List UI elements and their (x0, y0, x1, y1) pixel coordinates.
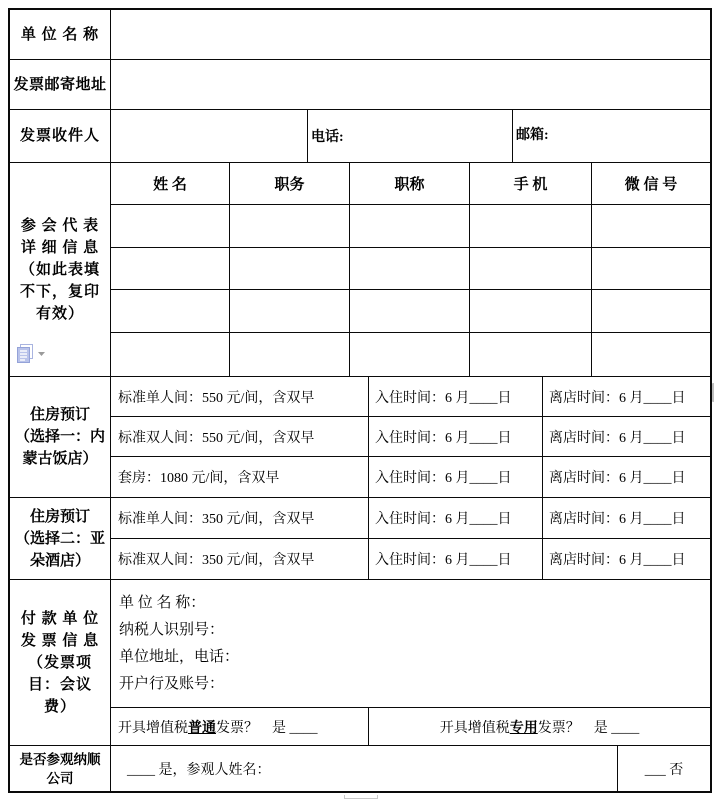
header-name: 姓 名 (111, 163, 230, 204)
mail-address-input-cell[interactable] (111, 60, 710, 109)
section-hotel2 (10, 498, 710, 580)
delegate-cell[interactable] (592, 248, 710, 290)
visit-no-cell[interactable]: ___ 否 (644, 762, 684, 778)
payment-info-line: 纳税人识别号： (119, 622, 225, 638)
delegate-row-4 (111, 333, 710, 376)
payment-right (111, 580, 710, 745)
hotel2-label-line: 住房预订 (29, 508, 90, 525)
row-mail-address (10, 60, 710, 110)
section-hotel1 (10, 377, 710, 498)
hotel2-room-2 (111, 539, 710, 579)
header-title: 职称 (350, 163, 470, 204)
hotel1-label-line: 蒙古饭店） (22, 451, 98, 467)
hotel2-label-line: （选择二：亚 (14, 530, 105, 547)
vat-special-answer: 是 ____ (593, 720, 640, 736)
delegates-header-row (111, 163, 710, 205)
row-visit (10, 746, 710, 791)
delegates-label-line: （如此表填 (19, 261, 100, 278)
checkin-blank[interactable]: 入住时间：6 月____日 (369, 539, 543, 579)
payment-info-line: 单位地址，电话： (119, 649, 240, 665)
delegate-cell[interactable] (350, 248, 470, 290)
paste-options-button[interactable] (17, 344, 46, 363)
header-mobile: 手 机 (470, 163, 592, 204)
room-option: 标准双人间：350 元/间，含双早 (111, 539, 369, 579)
section-payment (10, 580, 710, 746)
visit-yes-cell[interactable]: ____ 是，参观人姓名： (111, 746, 618, 791)
mail-address-label (10, 60, 111, 109)
table-resize-handle-artifact (712, 383, 715, 402)
hotel1-room-1 (111, 377, 710, 417)
delegate-cell[interactable] (230, 290, 350, 332)
payment-label (10, 580, 111, 745)
vat-general-prefix: 开具增值税 (118, 720, 188, 736)
paste-options-icon (17, 344, 34, 363)
vat-row (111, 708, 710, 745)
delegates-label-line: 详 细 信 息 (20, 239, 100, 256)
delegate-cell[interactable] (350, 205, 470, 247)
recipient-label (10, 110, 111, 162)
delegate-cell[interactable] (111, 333, 230, 376)
hotel1-label-line: （选择一：内 (14, 429, 105, 445)
visit-label-line: 公司 (46, 770, 74, 786)
mail-address-label-text: 发票邮寄地址 (13, 76, 107, 93)
room-option: 标准双人间：550 元/间，含双早 (111, 417, 369, 456)
payment-label-line: （发票项 (27, 654, 92, 671)
delegates-grid (111, 163, 710, 376)
payment-label-line: 目：会议 (27, 676, 92, 693)
header-position: 职务 (230, 163, 350, 204)
room-option: 标准单人间：550 元/间，含双早 (111, 377, 369, 416)
registration-form-table (8, 8, 712, 793)
phone-label: 电话: (311, 130, 344, 145)
delegates-label-line: 有效） (35, 305, 84, 322)
hotel2-rows (111, 498, 710, 579)
delegate-cell[interactable] (592, 333, 710, 376)
payment-label-line: 付 款 单 位 (20, 610, 100, 627)
delegate-cell[interactable] (230, 205, 350, 247)
checkout-blank[interactable]: 离店时间：6 月____日 (549, 553, 686, 568)
row-unit-name (10, 10, 710, 60)
delegate-cell[interactable] (111, 290, 230, 332)
delegate-row-3 (111, 290, 710, 333)
payment-info-line: 单 位 名 称： (119, 595, 206, 611)
checkin-blank[interactable]: 入住时间：6 月____日 (369, 498, 543, 538)
vat-general-emph: 普通 (188, 720, 216, 736)
checkin-blank[interactable]: 入住时间：6 月____日 (369, 457, 543, 497)
delegates-label-line: 参 会 代 表 (20, 217, 100, 234)
recipient-label-text: 发票收件人 (19, 128, 100, 144)
recipient-email-cell[interactable] (513, 110, 710, 162)
table-bottom-handle-artifact (344, 795, 378, 799)
vat-general-answer: 是 ____ (272, 720, 318, 736)
hotel2-room-1 (111, 498, 710, 539)
hotel1-room-2 (111, 417, 710, 457)
unit-name-label (10, 10, 111, 59)
payment-info-line: 开户行及账号： (119, 676, 225, 692)
hotel2-label-line: 朵酒店） (29, 552, 90, 569)
email-label: 邮箱: (516, 128, 549, 143)
delegate-cell[interactable] (470, 333, 592, 376)
delegate-cell[interactable] (111, 205, 230, 247)
vat-special-suffix: 发票？ (537, 720, 580, 736)
delegate-cell[interactable] (230, 248, 350, 290)
checkout-blank[interactable]: 离店时间：6 月____日 (549, 471, 686, 486)
chevron-down-icon (37, 351, 46, 357)
delegate-cell[interactable] (592, 205, 710, 247)
vat-special-cell[interactable] (369, 708, 710, 745)
hotel2-label (10, 498, 111, 579)
delegate-cell[interactable] (592, 290, 710, 332)
delegate-cell[interactable] (470, 290, 592, 332)
delegate-cell[interactable] (350, 290, 470, 332)
checkin-blank[interactable]: 入住时间：6 月____日 (369, 377, 543, 416)
vat-special-prefix: 开具增值税 (439, 720, 510, 736)
checkout-blank[interactable]: 离店时间：6 月____日 (549, 390, 686, 406)
payment-label-line: 费） (43, 698, 76, 715)
vat-general-cell[interactable] (111, 708, 369, 745)
delegates-label (10, 163, 111, 376)
delegate-cell[interactable] (350, 333, 470, 376)
recipient-phone-cell[interactable] (308, 110, 513, 162)
hotel1-room-3 (111, 457, 710, 497)
section-delegates (10, 163, 710, 377)
unit-name-input-cell[interactable] (111, 10, 710, 59)
delegate-cell[interactable] (470, 248, 592, 290)
payment-label-line: 发 票 信 息 (20, 632, 100, 649)
room-option: 套房：1080 元/间，含双早 (111, 457, 369, 497)
visit-label (10, 746, 111, 791)
vat-general-suffix: 发票？ (216, 720, 258, 736)
delegate-cell[interactable] (230, 333, 350, 376)
recipient-name-input-cell[interactable] (111, 110, 308, 162)
payment-info-cell[interactable] (111, 580, 710, 708)
hotel1-label-line: 住房预订 (29, 407, 90, 423)
header-wechat: 微 信 号 (624, 176, 678, 193)
checkout-blank[interactable]: 离店时间：6 月____日 (549, 512, 686, 527)
delegate-cell[interactable] (111, 248, 230, 290)
unit-name-label-text: 单 位 名 称 (20, 26, 100, 43)
row-recipient (10, 110, 710, 163)
hotel1-label (10, 377, 111, 497)
visit-label-line: 是否参观纳顺 (19, 751, 101, 767)
vat-special-emph: 专用 (509, 720, 538, 736)
checkout-blank[interactable]: 离店时间：6 月____日 (549, 430, 686, 446)
hotel1-rows (111, 377, 710, 497)
delegate-row-1 (111, 205, 710, 248)
delegates-label-line: 不下，复印 (19, 283, 100, 300)
checkin-blank[interactable]: 入住时间：6 月____日 (369, 417, 543, 456)
room-option: 标准单人间：350 元/间，含双早 (111, 498, 369, 538)
delegate-cell[interactable] (470, 205, 592, 247)
delegate-row-2 (111, 248, 710, 291)
